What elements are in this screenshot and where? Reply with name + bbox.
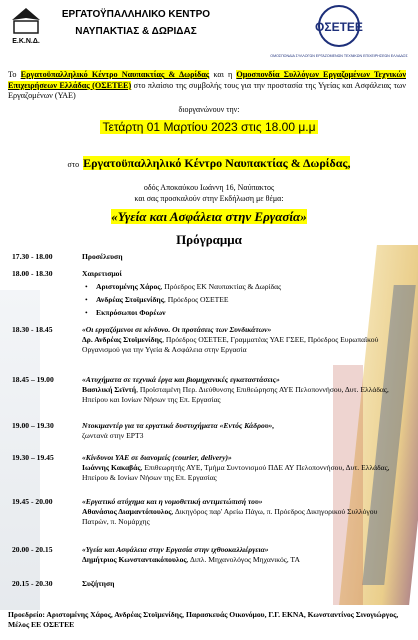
presidium-footer: Προεδρείο: Αριστομένης Χάρος, Ανδρέας Στοϊμενίδης, Παρασκευάς Οικονόμου, Γ.Γ. ΕΚΝΑ, Κωνσταντίνος Σινογιώργος, Μέλος ΕΕ ΟΣΕΤΕΕ (8, 610, 399, 629)
organize-line: διοργανώνουν την: (178, 105, 240, 114)
background-photo-left (0, 290, 40, 610)
osetee-logo-text: ΟΣΕΤΕΕ (315, 20, 363, 34)
program-title: Πρόγραμμα (176, 232, 242, 247)
event-address: οδός Αποκαύκου Ιωάννη 16, Ναύπακτος (143, 183, 275, 192)
ekna-logo (8, 6, 44, 46)
intro-paragraph: Το Εργατοϋπαλληλικό Κέντρο Ναυπακτίας & Δωρίδας και η Ομοσπονδία Συλλόγων Εργαζομένων Τεχνικών Επιχειρήσεων Ελλάδας (ΟΣΕΤΕΕ) στο πλαίσιο της συμβολής τους για την προστασία της Υγείας και Ασφάλειας των Εργαζομένων (ΥΑΕ) (8, 70, 407, 101)
osetee-logo-caption: ΟΜΟΣΠΟΝΔΙΑ ΣΥΛΛΟΓΩΝ ΕΡΓΑΖΟΜΕΝΩΝ ΤΕΧΝΙΚΩΝ ΕΠΙΧΕΙΡΗΣΕΩΝ ΕΛΛΑΔΟΣ (270, 54, 408, 58)
event-invite: και σας προσκαλούν στην Εκδήλωση με θέμα: (134, 194, 284, 203)
organization-title (56, 8, 216, 38)
event-venue: Εργατοϋπαλληλικό Κέντρο Ναυπακτίας & Δωρίδας, (83, 156, 351, 170)
intro-org2: Ομοσπονδία Συλλόγων Εργαζομένων Τεχνικών Επιχειρήσεων Ελλάδας (ΟΣΕΤΕΕ) (8, 70, 406, 90)
ekna-logo-text: Ε.Κ.Ν.Δ. (12, 38, 40, 45)
org-line1: ΕΡΓΑΤΟΫΠΑΛΛΗΛΙΚΟ ΚΕΝΤΡΟ (61, 9, 211, 20)
event-date-line (0, 118, 418, 136)
event-topic-line (0, 208, 418, 226)
venue-line: στο Εργατοϋπαλληλικό Κέντρο Ναυπακτίας & Δωρίδας, (67, 156, 351, 170)
org-line2: ΝΑΥΠΑΚΤΙΑΣ & ΔΩΡΙΔΑΣ (75, 26, 197, 37)
event-date: Τετάρτη 01 Μαρτίου 2023 στις 18.00 μ.μ (102, 120, 316, 134)
event-topic: «Υγεία και Ασφάλεια στην Εργασία» (111, 209, 307, 224)
intro-org1: Εργατοϋπαλληλικό Κέντρο Ναυπακτίας & Δωρίδας (20, 70, 210, 79)
osetee-logo (270, 4, 408, 62)
